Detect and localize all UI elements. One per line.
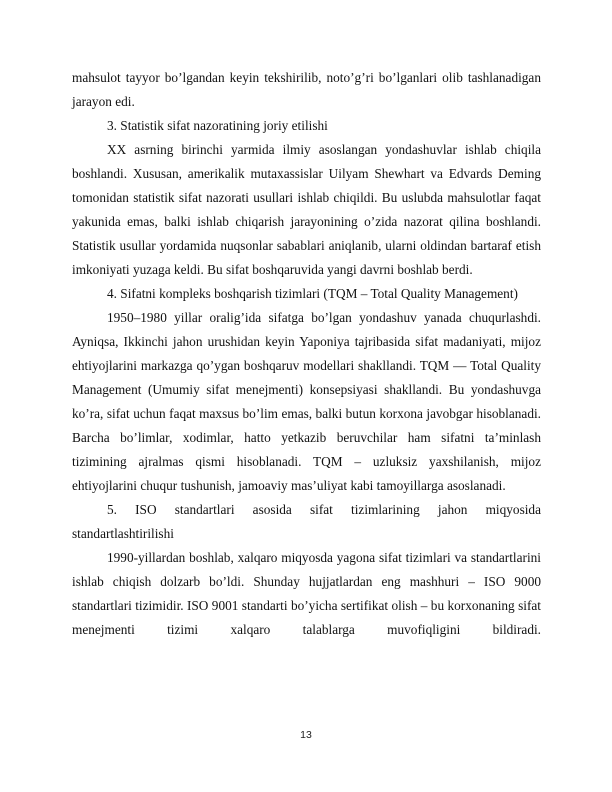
body-paragraph: XX asrning birinchi yarmida ilmiy asoslangan yondashuvlar ishlab chiqila boshlandi. Xususan, amerikalik mutaxassislar Uilyam Shewhart va Edvards Deming tomonidan statistik sifat nazorati usullari ishlab chiqildi. Bu uslubda mahsulotlar faqat yakunida emas, balki ishlab chiqarish jarayonining o’zida nazorat qilina boshlandi. Statistik usullar yordamida nuqsonlar sabablari aniqlanib, ularni oldindan bartaraf etish imkoniyati yuzaga keldi. Bu sifat boshqaruvida yangi davrni boshlab berdi. — [72, 142, 541, 277]
page-body — [72, 66, 541, 642]
page-number: 13 — [300, 729, 312, 741]
section-heading-4: 4. Sifatni kompleks boshqarish tizimlari (TQM – Total Quality Management) — [107, 286, 518, 301]
section-heading-5: 5. ISO standartlari asosida sifat tizimlarining jahon miqyosida standartlashtirilishi — [72, 502, 541, 541]
section-heading-3: 3. Statistik sifat nazoratining joriy etilishi — [107, 118, 328, 133]
body-paragraph: 1990-yillardan boshlab, xalqaro miqyosda yagona sifat tizimlari va standartlarini ishlab chiqish dolzarb bo’ldi. Shunday hujjatlardan eng mashhuri – ISO 9000 standartlari tizimidir. ISO 9001 standarti bo’yicha sertifikat olish – bu korxonaning sifat menejmenti tizimi xalqaro talablarga muvofiqligini bildiradi. — [72, 550, 541, 637]
continuation-paragraph: mahsulot tayyor bo’lgandan keyin tekshirilib, noto’g’ri bo’lganlari olib tashlanadigan jarayon edi. — [72, 70, 541, 109]
body-paragraph: 1950–1980 yillar oralig’ida sifatga bo’lgan yondashuv yanada chuqurlashdi. Ayniqsa, Ikkinchi jahon urushidan keyin Yaponiya tajribasida sifat madaniyati, mijoz ehtiyojlarini markazga qo’ygan boshqaruv modellari shakllandi. TQM — Total Quality Management (Umumiy sifat menejmenti) konsepsiyasi shakllandi. Bu yondashuvga ko’ra, sifat uchun faqat maxsus bo’lim emas, balki butun korxona javobgar hisoblanadi. Barcha bo’limlar, xodimlar, hatto yetkazib beruvchilar ham sifatni ta’minlash tizimining ajralmas qismi hisoblanadi. TQM – uzluksiz yaxshilanish, mijoz ehtiyojlarini chuqur tushunish, jamoaviy mas’uliyat kabi tamoyillarga asoslanadi. — [72, 310, 541, 493]
